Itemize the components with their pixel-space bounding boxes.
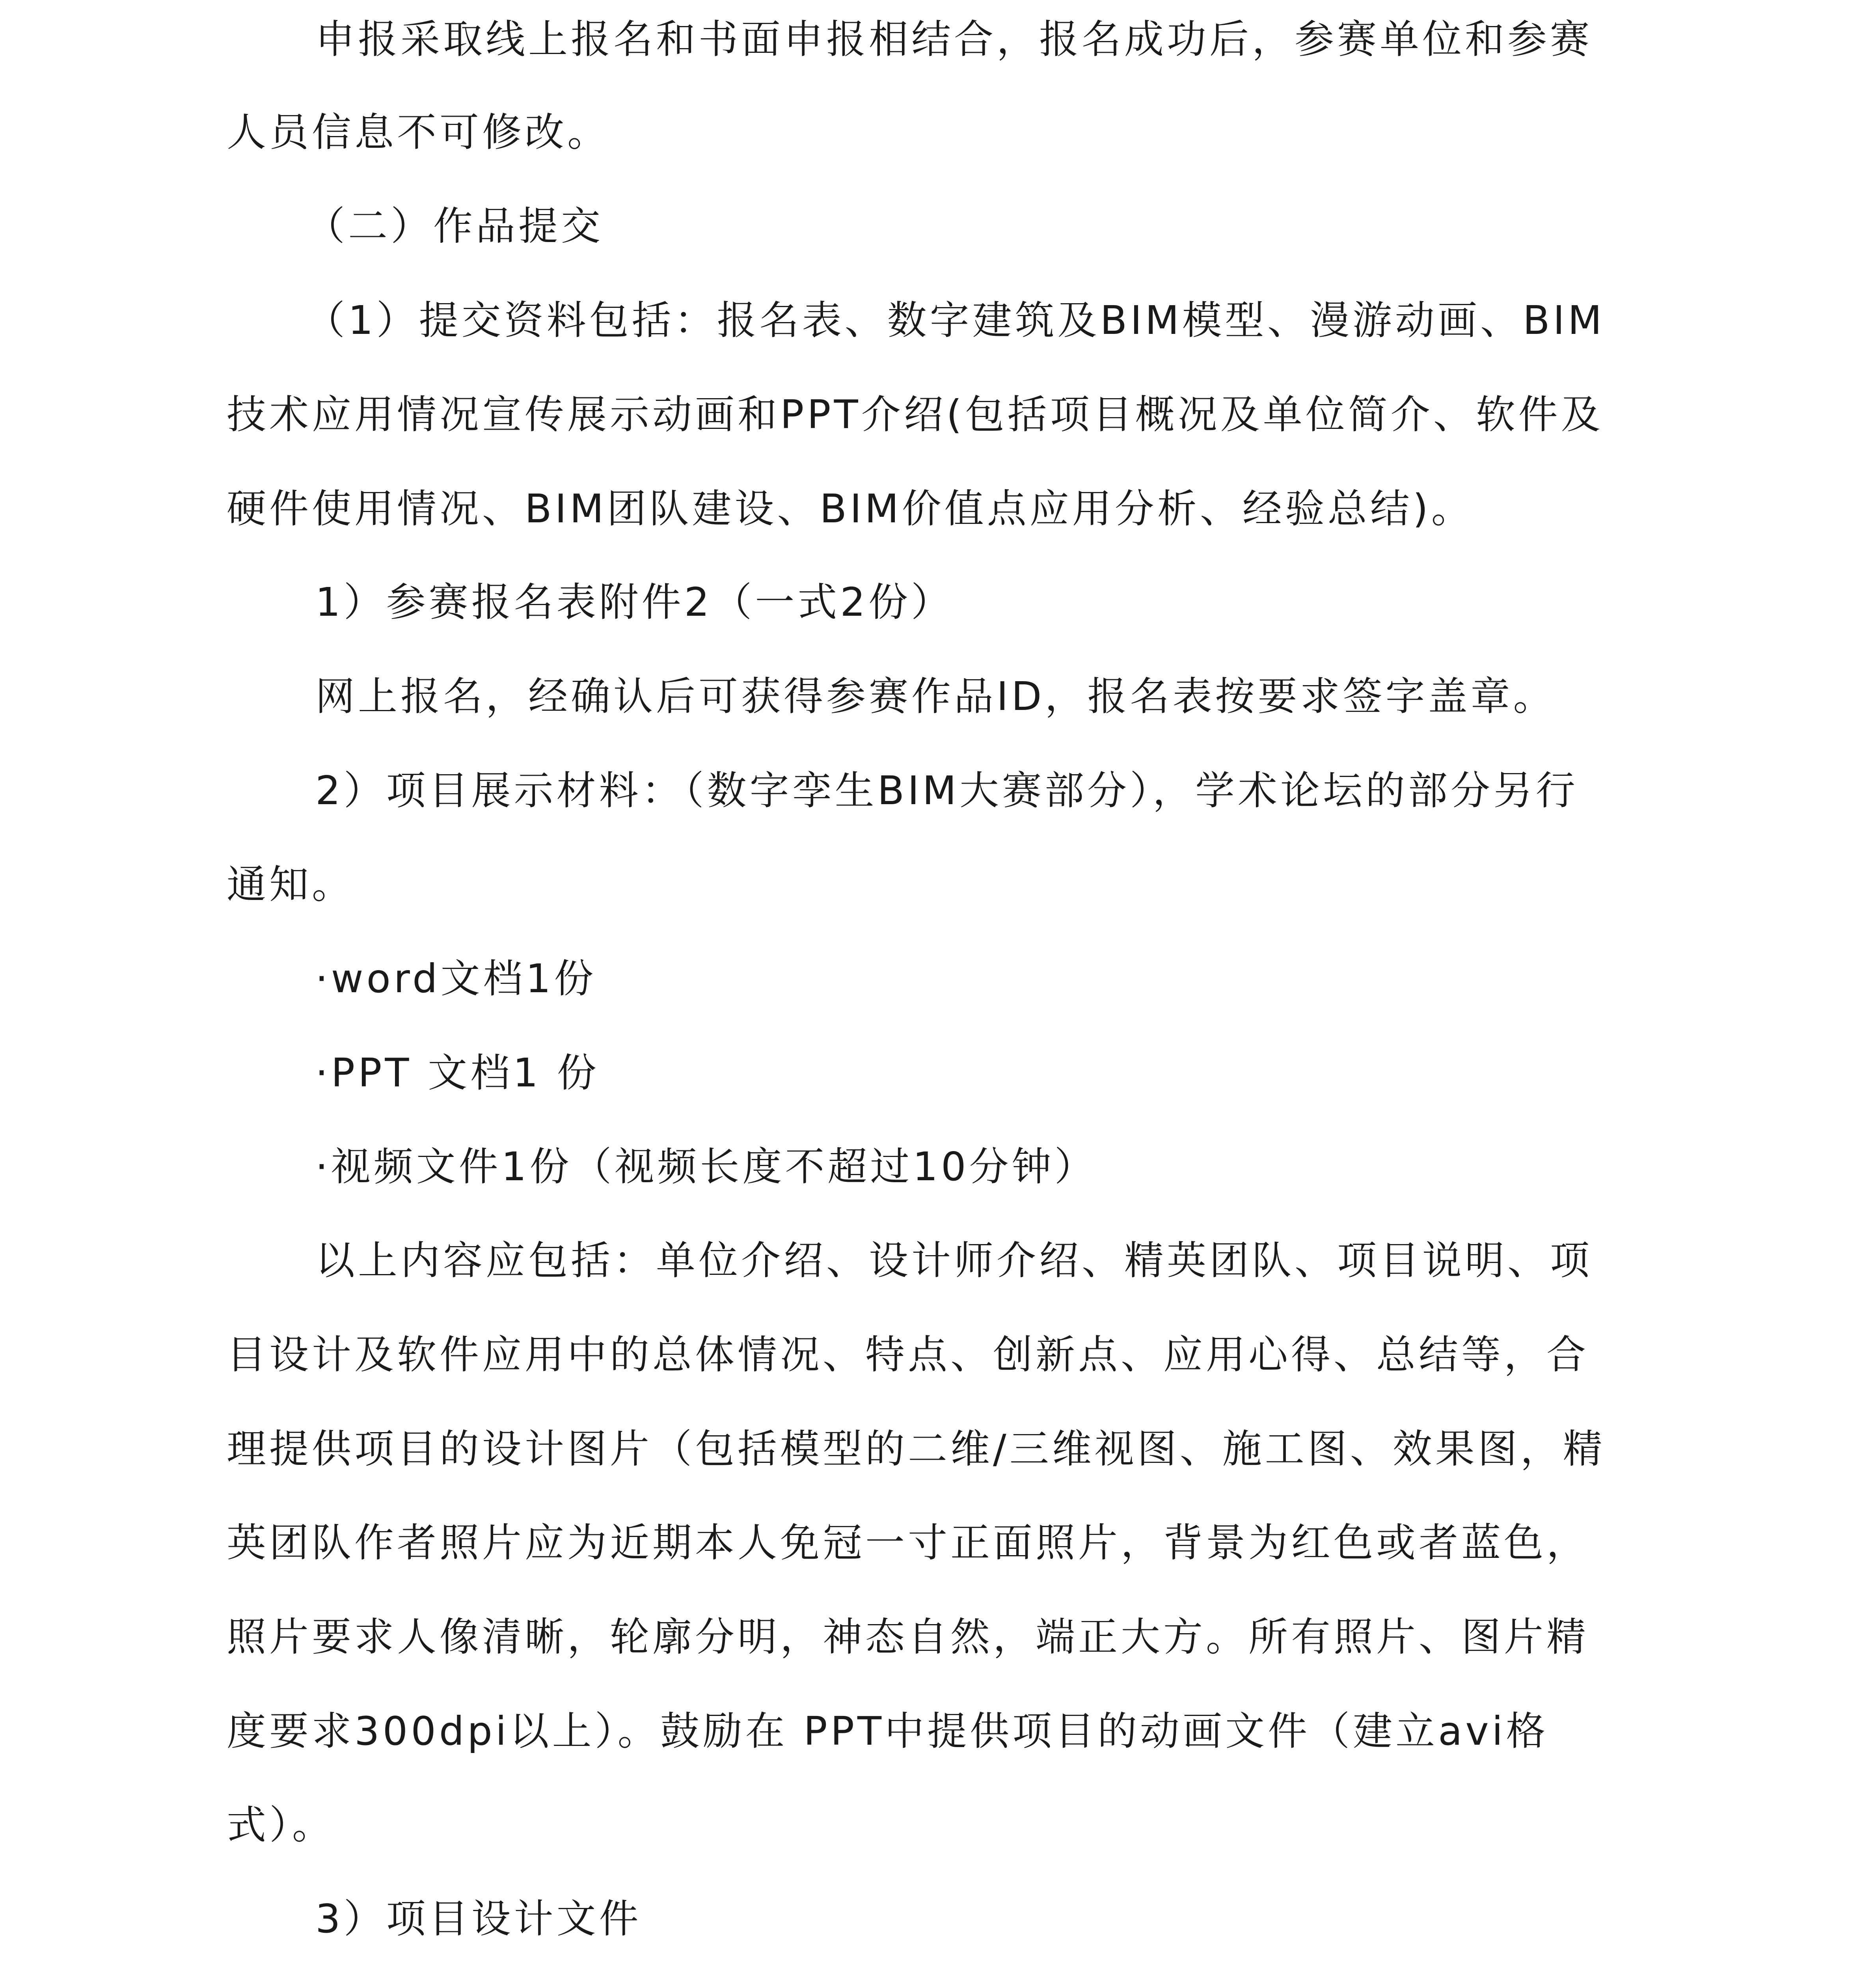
paragraph-line: 度要求300dpi以上）。鼓励在 PPT中提供项目的动画文件（建立avi格	[227, 1708, 1549, 1754]
paragraph-line: 目设计及软件应用中的总体情况、特点、创新点、应用心得、总结等，合	[227, 1332, 1589, 1378]
paragraph-line: 照片要求人像清晰，轮廓分明，神态自然，端正大方。所有照片、图片精	[227, 1614, 1589, 1660]
paragraph-line: 人员信息不可修改。	[227, 109, 610, 155]
paragraph-line: 英团队作者照片应为近期本人免冠一寸正面照片，背景为红色或者蓝色，	[227, 1520, 1589, 1566]
paragraph-line: 技术应用情况宣传展示动画和PPT介绍(包括项目概况及单位简介、软件及	[227, 391, 1604, 438]
paragraph-line: 式）。	[227, 1802, 335, 1848]
list-item: ·word文档1份	[315, 956, 597, 1002]
paragraph-line: 网上报名，经确认后可获得参赛作品ID，报名表按要求签字盖章。	[315, 673, 1556, 719]
paragraph-line: 申报采取线上报名和书面申报相结合，报名成功后，参赛单位和参赛	[315, 16, 1593, 62]
paragraph-line: （1）提交资料包括：报名表、数字建筑及BIM模型、漫游动画、BIM	[306, 297, 1605, 343]
paragraph-line: 硬件使用情况、BIM团队建设、BIM价值点应用分析、经验总结)。	[227, 486, 1474, 532]
paragraph-line: 通知。	[227, 861, 354, 907]
section-heading: （二）作品提交	[306, 203, 604, 249]
paragraph-line: 1）参赛报名表附件2（一式2份）	[315, 579, 954, 625]
paragraph-line: 2）项目展示材料：（数字孪生BIM大赛部分），学术论坛的部分另行	[315, 768, 1578, 814]
list-item: ·视频文件1份（视频长度不超过10分钟）	[315, 1144, 1097, 1190]
list-item: ·PPT 文档1 份	[315, 1050, 600, 1096]
paragraph-line: 3）项目设计文件	[315, 1896, 642, 1942]
paragraph-line: 以上内容应包括：单位介绍、设计师介绍、精英团队、项目说明、项	[315, 1237, 1593, 1284]
paragraph-line: 理提供项目的设计图片（包括模型的二维/三维视图、施工图、效果图，精	[227, 1426, 1606, 1472]
